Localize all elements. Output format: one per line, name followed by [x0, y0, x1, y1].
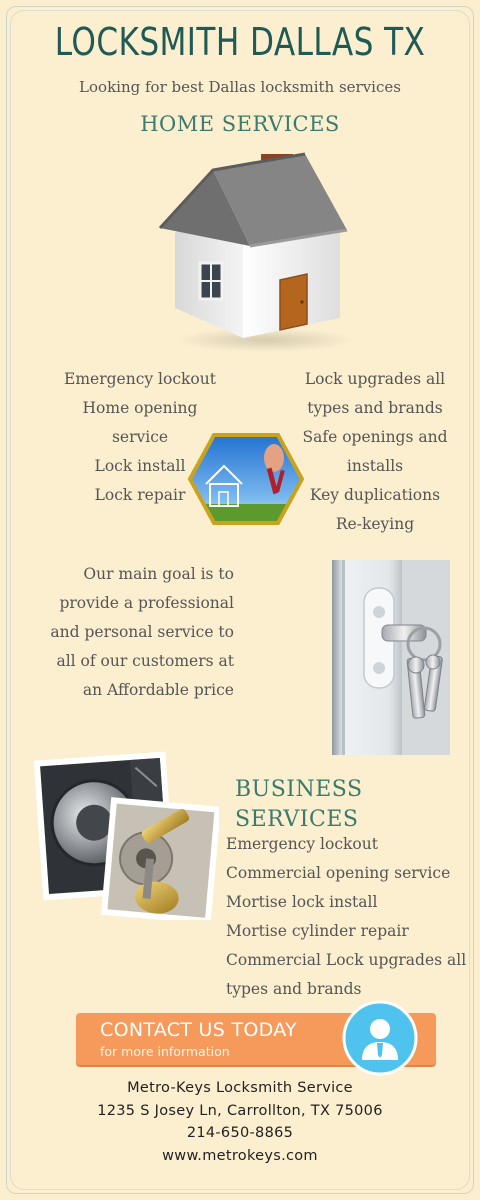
home-services-left-list	[40, 365, 240, 510]
footer-contact-info	[0, 1077, 480, 1167]
list-item: Lock repair	[94, 486, 186, 504]
list-item: Home opening	[82, 399, 198, 417]
list-item: Mortise lock install	[226, 893, 378, 911]
list-item: Safe openings and	[302, 428, 448, 446]
goal-line: and personal service to	[50, 623, 234, 641]
company-website-link[interactable]: www.metrokeys.com	[162, 1147, 318, 1164]
person-avatar-icon	[342, 1000, 418, 1076]
business-services-heading	[235, 775, 363, 835]
list-item: Commercial Lock upgrades all	[226, 951, 467, 969]
list-item: Lock upgrades all	[304, 370, 446, 388]
list-item: installs	[346, 457, 404, 475]
page-subtitle: Looking for best Dallas locksmith services	[79, 78, 401, 96]
list-item: types and brands	[307, 399, 443, 417]
goal-line: all of our customers at	[56, 652, 234, 670]
business-heading-line: SERVICES	[235, 807, 359, 832]
home-services-heading: HOME SERVICES	[140, 112, 340, 136]
list-item: Emergency lockout	[64, 370, 216, 388]
list-item: Lock install	[94, 457, 186, 475]
page-title: LOCKSMITH DALLAS TX	[54, 20, 426, 64]
goal-line: an Affordable price	[82, 681, 234, 699]
goal-line: Our main goal is to	[83, 565, 234, 583]
list-item: Emergency lockout	[226, 835, 378, 853]
list-item: Commercial opening service	[226, 864, 451, 882]
safe-dial-key-image	[34, 750, 219, 920]
list-item: Mortise cylinder repair	[226, 922, 409, 940]
goal-statement	[40, 560, 234, 705]
list-item: Key duplications	[309, 486, 441, 504]
house-illustration	[155, 148, 355, 353]
business-services-list	[226, 830, 476, 1004]
company-address: 1235 S Josey Ln, Carrollton, TX 75006	[97, 1102, 383, 1119]
list-item: service	[111, 428, 169, 446]
list-item: types and brands	[226, 980, 362, 998]
contact-us-sublabel: for more information	[100, 1044, 230, 1059]
contact-us-label: CONTACT US TODAY	[100, 1019, 297, 1041]
business-heading-line: BUSINESS	[235, 777, 363, 802]
home-services-right-list	[290, 365, 460, 539]
window-lock-keys-image	[332, 560, 450, 755]
goal-line: provide a professional	[59, 594, 234, 612]
list-item: Re-keying	[335, 515, 415, 533]
company-name: Metro-Keys Locksmith Service	[127, 1080, 353, 1096]
company-phone[interactable]: 214-650-8865	[186, 1125, 294, 1141]
